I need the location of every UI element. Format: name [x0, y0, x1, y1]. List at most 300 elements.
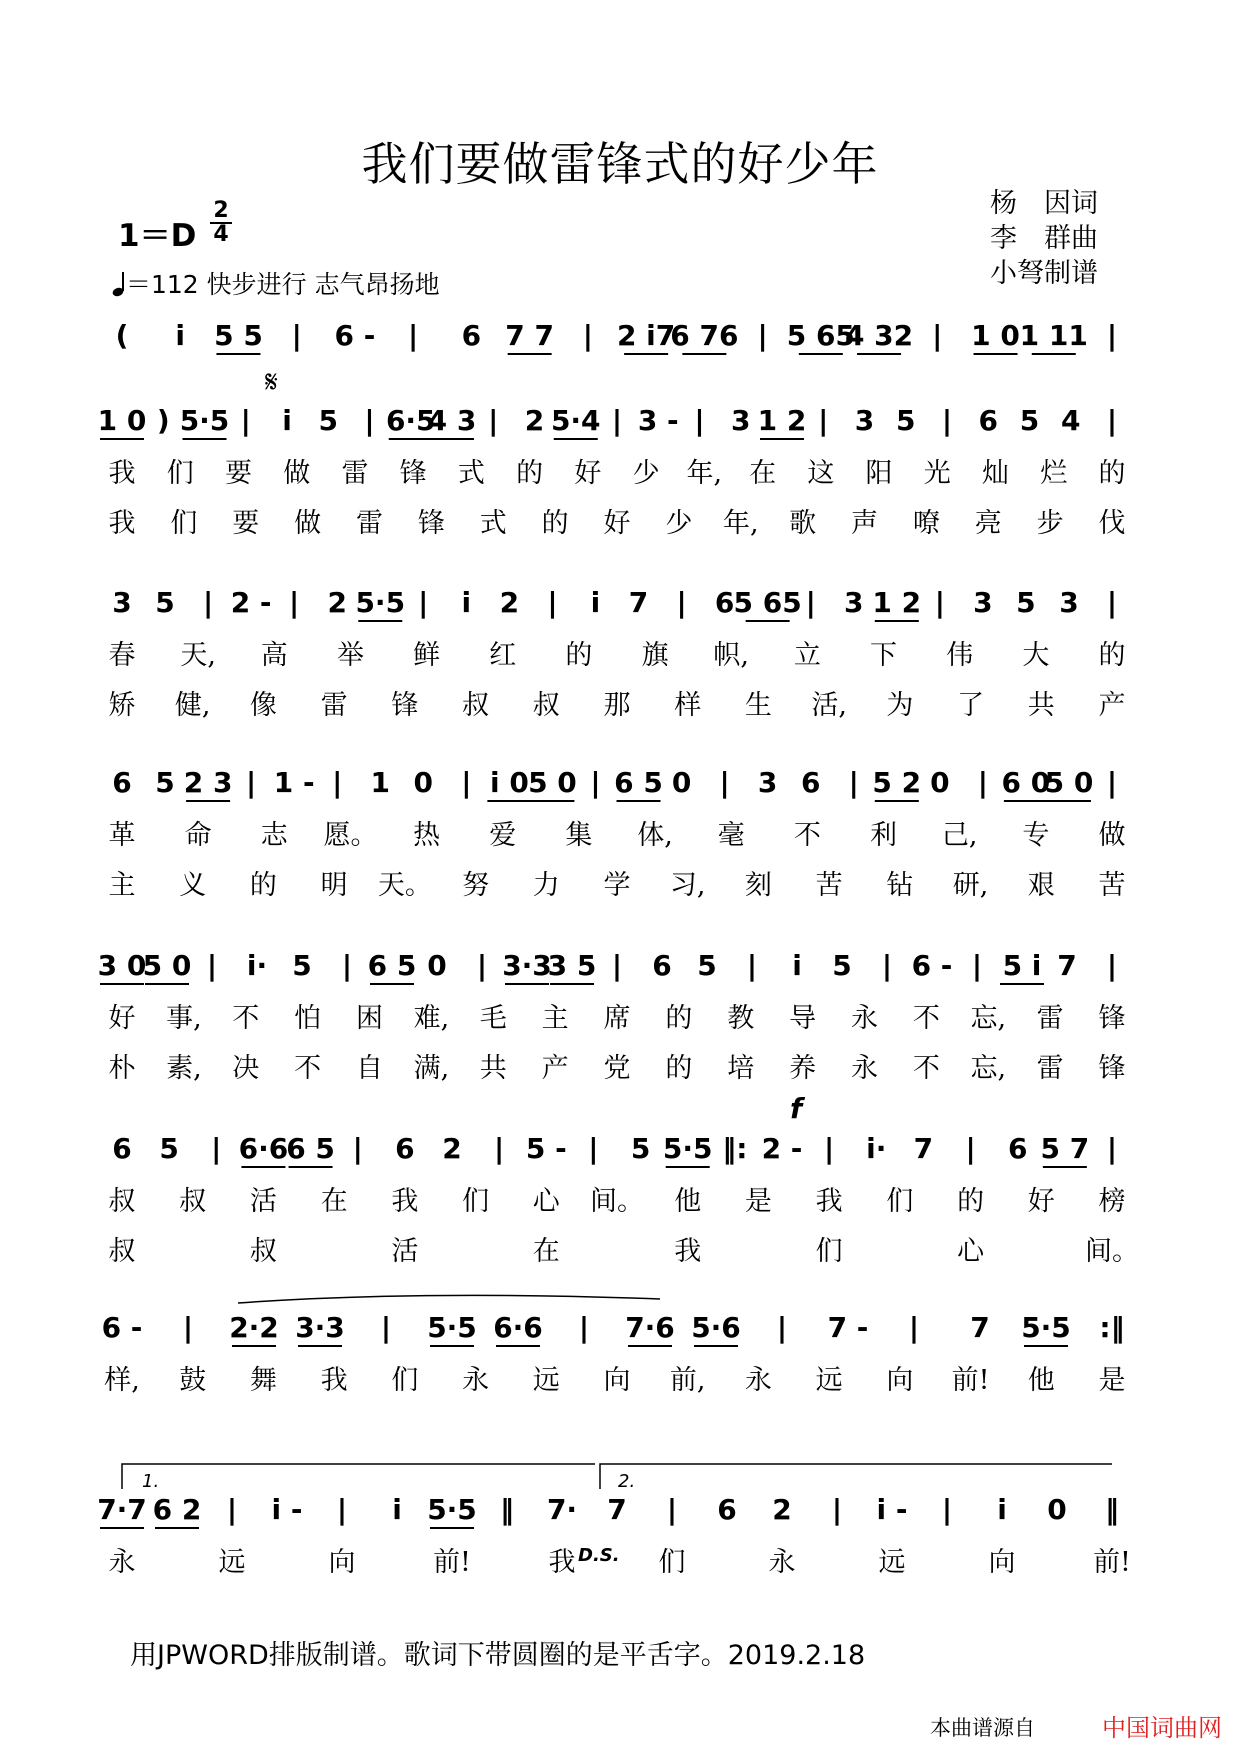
jianpu-note: 6	[395, 1132, 415, 1165]
lyric-syllable: 活	[249, 1186, 277, 1217]
lyric-syllable: 叔	[108, 1186, 136, 1217]
jianpu-note: 2	[524, 404, 545, 437]
jianpu-note: 4 3	[427, 404, 477, 437]
barline: |	[332, 766, 343, 799]
jianpu-note: 0	[1047, 1493, 1067, 1526]
jianpu-note: 3 5	[547, 949, 597, 982]
jianpu-note: 5	[292, 949, 312, 982]
lyric-syllable: 年,	[722, 508, 759, 539]
lyric-syllable: 朴	[108, 1053, 136, 1084]
jianpu-note: 1 -	[273, 766, 315, 799]
phrase-slur	[238, 1295, 660, 1303]
notes-row-6	[112, 1132, 1117, 1165]
lyric-syllable: 好	[108, 1003, 136, 1034]
lyric-syllable: 少	[665, 508, 693, 539]
lyric-syllable: 自	[356, 1053, 383, 1084]
lyric-syllable: 叔	[108, 1236, 136, 1267]
lyric-syllable: 养	[789, 1053, 817, 1084]
jianpu-note: 6	[112, 766, 132, 799]
lyric-syllable: 不	[793, 820, 821, 851]
barline: |	[408, 319, 419, 352]
barline: |	[578, 1311, 590, 1344]
lyric-syllable: 的	[541, 508, 569, 539]
time-signature	[208, 200, 234, 246]
lyric-syllable: 雷	[1036, 1053, 1064, 1084]
barline: |	[881, 949, 893, 982]
lyric-syllable: 素,	[166, 1053, 202, 1084]
lyric-syllable: 在	[320, 1186, 348, 1217]
volta-bracket-2	[600, 1464, 1112, 1489]
tempo-marking	[112, 265, 440, 301]
barline: |	[757, 319, 768, 352]
barline: ‖	[500, 1493, 514, 1526]
lyric-syllable: 在	[532, 1236, 560, 1267]
lyric-syllable: 们	[166, 458, 194, 489]
lyric-syllable: 苦	[1098, 870, 1126, 901]
lyric-syllable: 烂	[1040, 458, 1068, 489]
barline: :‖	[1099, 1311, 1125, 1344]
site-name: 中国词曲网	[1102, 1714, 1222, 1742]
lyric-syllable: 集	[565, 820, 593, 851]
lyric-syllable: 心	[532, 1186, 560, 1217]
lyric-syllable: 产	[541, 1053, 569, 1084]
lyric-syllable: 叔	[462, 690, 490, 721]
jianpu-note: i	[392, 1493, 402, 1526]
jianpu-note: 6 0	[1001, 766, 1051, 799]
lyric-syllable: 席	[603, 1003, 631, 1034]
engraver-credit: 小弩制谱	[990, 258, 1098, 289]
lyric-syllable: 健,	[174, 690, 211, 721]
lyrics-row-4-verse-1	[109, 820, 1126, 851]
lyrics-row-7-verse-1	[104, 1365, 1125, 1396]
lyric-syllable: 力	[532, 870, 560, 901]
lyric-syllable: 锋	[1098, 1053, 1126, 1084]
jianpu-note: 7 7	[505, 319, 555, 352]
lyrics-row-4-verse-2	[109, 870, 1126, 901]
jianpu-note: 7·	[546, 1493, 578, 1526]
barline: |	[1106, 586, 1118, 619]
jianpu-note: 5	[697, 949, 717, 982]
barline: |	[611, 949, 623, 982]
lyric-syllable: 间。	[1085, 1236, 1139, 1267]
lyric-syllable: 锋	[1098, 1003, 1126, 1034]
lyric-syllable: 做	[1098, 820, 1126, 851]
lyric-syllable: 帜,	[713, 640, 750, 671]
jianpu-note: 6	[652, 949, 672, 982]
lyric-syllable: 的	[1098, 458, 1126, 489]
jianpu-note: 6	[800, 766, 821, 799]
lyric-syllable: 命	[184, 820, 212, 851]
jianpu-note: 4	[1061, 404, 1081, 437]
volta-bracket-1	[122, 1464, 595, 1489]
lyric-syllable: 永	[744, 1365, 772, 1396]
lyric-syllable: 导	[789, 1003, 817, 1034]
lyric-syllable: 我	[548, 1547, 576, 1578]
lyric-syllable: 的	[665, 1003, 693, 1034]
lyric-syllable: 间。	[590, 1186, 644, 1217]
barline: |	[211, 1132, 222, 1165]
lyric-syllable: 向	[988, 1547, 1016, 1578]
jianpu-note: i	[175, 319, 186, 352]
jianpu-note: 6 5	[614, 766, 663, 799]
barline: |	[494, 1132, 505, 1165]
jianpu-note: 3	[112, 586, 132, 619]
lyric-syllable: 年,	[686, 458, 723, 489]
jianpu-note: 3	[757, 766, 778, 799]
lyrics-row-2-verse-2	[109, 508, 1126, 539]
jianpu-note: 3 0	[97, 949, 147, 982]
jianpu-note: 1	[370, 766, 391, 799]
jianpu-note: 7	[607, 1493, 627, 1526]
jianpu-note: 5·4	[550, 404, 601, 437]
barline: |	[380, 1311, 392, 1344]
jianpu-note: i	[282, 404, 292, 437]
barline: |	[291, 319, 302, 352]
barline: |	[364, 404, 375, 437]
jianpu-note: 5	[159, 1132, 179, 1165]
jianpu-note: 3	[973, 586, 993, 619]
lyric-syllable: 雷	[356, 508, 383, 539]
barline: |	[611, 404, 623, 437]
barline: ‖	[1105, 1493, 1119, 1526]
lyric-syllable: 高	[260, 640, 288, 671]
jianpu-note: i	[590, 586, 601, 619]
lyric-syllable: 红	[489, 640, 517, 671]
jianpu-note: 5 65	[733, 586, 802, 619]
lyric-syllable: 愿。	[323, 820, 378, 851]
lyric-syllable: 热	[413, 820, 441, 851]
barline: |	[1106, 949, 1118, 982]
lyric-syllable: 舞	[249, 1365, 277, 1396]
lyric-syllable: 习,	[669, 870, 706, 901]
jianpu-note: 2	[442, 1132, 462, 1165]
jianpu-note: 2·2	[229, 1311, 279, 1344]
lyric-syllable: 义	[179, 870, 207, 901]
jianpu-note: 0	[671, 766, 692, 799]
jianpu-note: 6·6	[493, 1311, 543, 1344]
jianpu-note: 5·5	[662, 1132, 713, 1165]
jianpu-note: 2 i7	[616, 319, 676, 352]
lyric-syllable: 忘,	[970, 1003, 1007, 1034]
lyric-syllable: 样,	[104, 1365, 140, 1396]
lyric-syllable: 锋	[417, 508, 445, 539]
jianpu-note: 3·3	[502, 949, 552, 982]
lyric-syllable: 要	[224, 458, 252, 489]
lyric-syllable: 毫	[717, 820, 745, 851]
lyric-syllable: 己,	[941, 820, 978, 851]
lyric-syllable: 要	[232, 508, 260, 539]
lyric-syllable: 前,	[669, 1365, 706, 1396]
lyric-syllable: 伟	[946, 640, 974, 671]
lyric-syllable: 这	[807, 458, 835, 489]
jianpu-note: 6·5	[385, 404, 436, 437]
lyric-syllable: 们	[815, 1236, 843, 1267]
jianpu-note: 5 i	[1002, 949, 1042, 982]
jianpu-note: 5	[1016, 586, 1036, 619]
barline: |	[941, 1493, 953, 1526]
lyric-syllable: 永	[851, 1053, 878, 1084]
jianpu-note: 6	[978, 404, 998, 437]
time-signature-bottom: 4	[213, 222, 229, 247]
lyric-syllable: 向	[328, 1547, 356, 1578]
lyric-syllable: 远	[878, 1547, 906, 1578]
jianpu-note: 0	[427, 949, 447, 982]
lyric-syllable: 雷	[320, 690, 348, 721]
lyric-syllable: 共	[479, 1053, 507, 1084]
jianpu-note: 5	[155, 766, 175, 799]
lyric-syllable: 嘹	[912, 508, 940, 539]
notes-row-7	[102, 1311, 1125, 1344]
barline: |	[246, 766, 257, 799]
lyric-syllable: 不	[912, 1053, 940, 1084]
lyric-syllable: 为	[886, 690, 914, 721]
lyric-syllable: 党	[603, 1053, 631, 1084]
barline: |	[352, 1132, 363, 1165]
jianpu-note: 3 -	[637, 404, 679, 437]
lyric-syllable: 前!	[1093, 1547, 1131, 1578]
barline: |	[971, 949, 983, 982]
jianpu-note: 6·6	[238, 1132, 289, 1165]
lyric-syllable: 矫	[108, 690, 136, 721]
lyric-syllable: 式	[479, 508, 507, 539]
lyric-syllable: 像	[249, 690, 277, 721]
lyric-syllable: 好	[1027, 1186, 1055, 1217]
barline: |	[977, 766, 988, 799]
jianpu-note: 6	[112, 1132, 132, 1165]
barline: ‖:	[722, 1132, 748, 1165]
lyrics-row-6-verse-2	[109, 1236, 1140, 1267]
barline: |	[719, 766, 730, 799]
lyric-syllable: 雷	[341, 458, 369, 489]
notes-row-1	[116, 319, 1118, 352]
lyric-syllable: 做	[294, 508, 322, 539]
lyric-syllable: 少	[632, 458, 660, 489]
jianpu-note: 2 3	[183, 766, 233, 799]
notes-row-2	[98, 404, 1117, 437]
lyric-syllable: 永	[108, 1547, 136, 1578]
lyric-syllable: 天,	[180, 640, 216, 671]
jianpu-note: 1 0	[97, 404, 147, 437]
jianpu-note: 5	[155, 586, 175, 619]
quarter-note-icon	[112, 271, 126, 297]
lyric-syllable: 立	[793, 640, 821, 671]
notes-row-3	[112, 586, 1117, 619]
jianpu-note: 6 76	[670, 319, 739, 352]
jianpu-note: i	[997, 1493, 1007, 1526]
jianpu-note: 6 5	[286, 1132, 335, 1165]
song-title: 我们要做雷锋式的好少年	[361, 137, 879, 191]
lyric-syllable: 爱	[489, 820, 517, 851]
barline: |	[824, 1132, 835, 1165]
lyric-syllable: 春	[108, 640, 136, 671]
lyric-syllable: 样	[674, 690, 702, 721]
barline: |	[226, 1493, 238, 1526]
key-signature: 1＝D	[118, 218, 197, 254]
lyric-syllable: 歌	[789, 508, 817, 539]
jianpu-note: 5 2	[872, 766, 922, 799]
volta-label-1: 1.	[142, 1471, 160, 1492]
lyric-syllable: 远	[815, 1365, 843, 1396]
lyric-syllable: 的	[565, 640, 593, 671]
jianpu-note: 6 -	[911, 949, 953, 982]
lyric-syllable: 他	[674, 1186, 702, 1217]
jianpu-note: 3	[854, 404, 875, 437]
jianpu-note: 5 65	[786, 319, 855, 352]
lyric-syllable: 前!	[951, 1365, 990, 1396]
barline: |	[1106, 319, 1118, 352]
lyric-syllable: 亮	[974, 508, 1002, 539]
time-signature-top: 2	[213, 198, 229, 223]
jianpu-note: i -	[876, 1493, 908, 1526]
jianpu-note: 7	[628, 586, 649, 619]
lyric-syllable: 不	[232, 1003, 260, 1034]
lyric-syllable: 的	[516, 458, 544, 489]
lyric-syllable: 大	[1022, 640, 1050, 671]
lyrics-row-2-verse-1	[109, 458, 1126, 489]
lyric-syllable: 学	[603, 870, 631, 901]
lyric-syllable: 们	[391, 1365, 419, 1396]
source-label: 本曲谱源自	[930, 1716, 1035, 1740]
barline: |	[848, 766, 859, 799]
lyric-syllable: 鲜	[413, 640, 441, 671]
jianpu-note: 5	[1019, 404, 1040, 437]
barline: |	[818, 404, 829, 437]
jianpu-note: 5 0	[142, 949, 192, 982]
barline: |	[461, 766, 472, 799]
jianpu-note: 6	[1007, 1132, 1028, 1165]
barline: |	[206, 949, 218, 982]
jianpu-note: i	[461, 586, 472, 619]
barline: |	[776, 1311, 788, 1344]
lyric-syllable: 我	[674, 1236, 702, 1267]
lyric-syllable: 鼓	[179, 1365, 207, 1396]
jianpu-note: 5·5	[1021, 1311, 1071, 1344]
lyric-syllable: 是	[744, 1186, 772, 1217]
lyric-syllable: 们	[886, 1186, 914, 1217]
lyric-syllable: 远	[218, 1547, 246, 1578]
barline: |	[676, 586, 687, 619]
lyric-syllable: 叔	[249, 1236, 277, 1267]
lyric-syllable: 的	[957, 1186, 985, 1217]
lyric-syllable: 的	[1098, 640, 1126, 671]
lyrics-row-3-verse-1	[109, 640, 1126, 671]
lyric-syllable: 灿	[982, 458, 1010, 489]
lyric-syllable: 下	[870, 640, 898, 671]
lyric-syllable: 光	[923, 458, 951, 489]
lyric-syllable: 研,	[952, 870, 989, 901]
lyric-syllable: 向	[603, 1365, 631, 1396]
jianpu-note: 1 2	[757, 404, 807, 437]
barline: |	[1106, 766, 1118, 799]
lyric-syllable: 锋	[391, 690, 419, 721]
barline: |	[336, 1493, 348, 1526]
lyric-syllable: 体,	[637, 820, 673, 851]
jianpu-note: 1 11	[1019, 319, 1088, 352]
lyric-syllable: 们	[658, 1547, 686, 1578]
jianpu-note: i·	[246, 949, 268, 982]
lyric-syllable: 艰	[1027, 870, 1055, 901]
barline: |	[1106, 404, 1118, 437]
lyric-syllable: 怕	[294, 1003, 322, 1034]
lyric-syllable: 钻	[886, 870, 914, 901]
jianpu-note: i 0	[489, 766, 529, 799]
lyric-syllable: 雷	[1036, 1003, 1064, 1034]
barline: |	[418, 586, 429, 619]
jianpu-note: 4 32	[844, 319, 914, 352]
barline: |	[588, 1132, 599, 1165]
lyric-syllable: 明	[320, 870, 348, 901]
lyric-syllable: 前!	[433, 1547, 471, 1578]
lyric-syllable: 难,	[413, 1003, 450, 1034]
footer-note: 用JPWORD排版制谱。歌词下带圆圈的是平舌字。2019.2.18	[130, 1640, 866, 1671]
jianpu-note: 7	[913, 1132, 934, 1165]
jianpu-note: 5·5	[427, 1311, 477, 1344]
lyric-syllable: 阳	[865, 458, 893, 489]
lyric-syllable: 我	[815, 1186, 843, 1217]
lyric-syllable: 生	[744, 690, 772, 721]
lyric-syllable: 天。	[377, 870, 432, 901]
lyric-syllable: 榜	[1098, 1186, 1126, 1217]
lyric-syllable: 旗	[641, 640, 669, 671]
jianpu-note: 0	[413, 766, 434, 799]
lyric-syllable: 远	[532, 1365, 560, 1396]
jianpu-note: 3	[731, 404, 751, 437]
jianpu-note: 7·7	[97, 1493, 147, 1526]
barline: |	[965, 1132, 976, 1165]
barline: |	[202, 586, 214, 619]
barline: |	[941, 404, 953, 437]
barline: |	[1106, 1132, 1118, 1165]
barline: |	[746, 949, 758, 982]
lyric-syllable: 教	[727, 1003, 755, 1034]
lyric-syllable: 困	[356, 1003, 383, 1034]
barline: |	[582, 319, 593, 352]
lyric-syllable: 我	[391, 1186, 419, 1217]
lyric-syllable: 永	[768, 1547, 796, 1578]
lyric-syllable: 不	[912, 1003, 940, 1034]
jianpu-note: 3·3	[295, 1311, 345, 1344]
lyric-syllable: 努	[462, 870, 490, 901]
barline: |	[289, 586, 300, 619]
lyric-syllable: 主	[541, 1003, 569, 1034]
lyric-syllable: 叔	[179, 1186, 207, 1217]
lyric-syllable: 的	[249, 870, 277, 901]
jianpu-note: 6 2	[152, 1493, 202, 1526]
lyric-syllable: 们	[462, 1186, 490, 1217]
lyric-syllable: 活	[391, 1236, 419, 1267]
jianpu-note: 6 -	[101, 1311, 143, 1344]
lyric-syllable: 事,	[166, 1003, 202, 1034]
lyric-syllable: 了	[957, 690, 985, 721]
lyrics-row-8-verse-1	[109, 1547, 1131, 1578]
barline: |	[666, 1493, 678, 1526]
jianpu-note: 5·5	[179, 404, 230, 437]
lyric-syllable: 举	[336, 640, 364, 671]
jianpu-note: 5	[832, 949, 852, 982]
jianpu-note: 5 -	[525, 1132, 567, 1165]
lyric-syllable: 利	[870, 820, 898, 851]
lyric-syllable: 锋	[399, 458, 427, 489]
lyric-syllable: 的	[665, 1053, 693, 1084]
lyric-syllable: 永	[851, 1003, 878, 1034]
notes-row-4	[112, 766, 1117, 799]
credits	[990, 186, 1098, 291]
lyric-syllable: 我	[108, 508, 136, 539]
barline: |	[934, 586, 945, 619]
jianpu-note: 5·5	[355, 586, 406, 619]
lyric-syllable: 他	[1027, 1365, 1055, 1396]
barline: |	[831, 1493, 843, 1526]
